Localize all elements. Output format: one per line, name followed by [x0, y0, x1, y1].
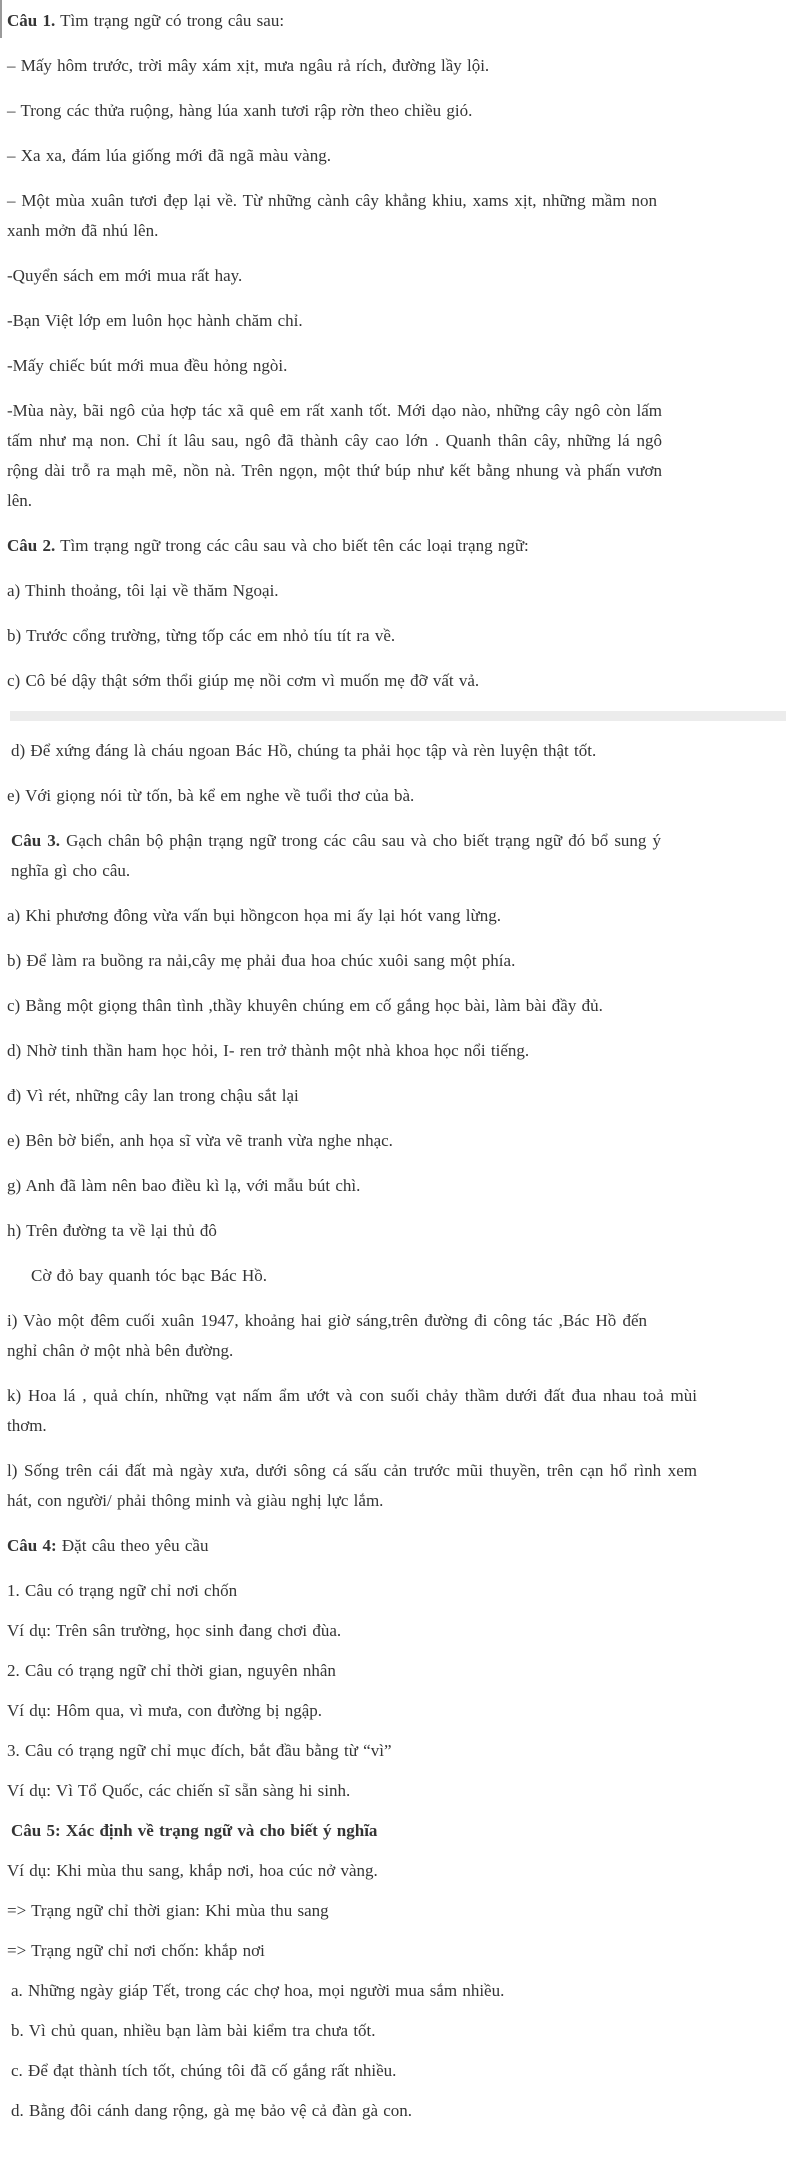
- question-text: Gạch chân bộ phận trạng ngữ trong các câu sau và cho biết trạng ngữ đó bổ sung ý nghĩa gì cho câu.: [11, 831, 661, 880]
- paragraph: c) Cô bé dậy thật sớm thổi giúp mẹ nồi cơm vì muốn mẹ đỡ vất vả.: [7, 671, 480, 690]
- question-text: Tìm trạng ngữ trong các câu sau và cho biết tên các loại trạng ngữ:: [55, 536, 529, 555]
- paragraph: i) Vào một đêm cuối xuân 1947, khoảng hai giờ sáng,trên đường đi công tác ,Bác Hồ đến nghỉ chân ở một nhà bên đường.: [7, 1311, 647, 1360]
- paragraph: Ví dụ: Vì Tổ Quốc, các chiến sĩ sẵn sàng hi sinh.: [7, 1781, 351, 1800]
- paragraph: c) Bằng một giọng thân tình ,thầy khuyên chúng em cố gắng học bài, làm bài đầy đủ.: [7, 996, 603, 1015]
- paragraph: 2. Câu có trạng ngữ chỉ thời gian, nguyên nhân: [7, 1661, 336, 1680]
- highlight-bar: [10, 711, 786, 721]
- paragraph: Cờ đỏ bay quanh tóc bạc Bác Hồ.: [31, 1266, 267, 1285]
- paragraph: -Bạn Việt lớp em luôn học hành chăm chỉ.: [7, 311, 303, 330]
- paragraph: k) Hoa lá , quả chín, những vạt nấm ẩm ướt và con suối chảy thầm dưới đất đua nhau toả mùi thơm.: [7, 1386, 697, 1435]
- paragraph: 3. Câu có trạng ngữ chỉ mục đích, bắt đầu bằng từ “vì”: [7, 1741, 392, 1760]
- paragraph: d) Nhờ tinh thần ham học hỏi, I- ren trở thành một nhà khoa học nổi tiếng.: [7, 1041, 530, 1060]
- question-number: Câu 2.: [7, 536, 56, 555]
- paragraph: c. Để đạt thành tích tốt, chúng tôi đã cố gắng rất nhiều.: [11, 2061, 397, 2080]
- paragraph: => Trạng ngữ chỉ nơi chốn: khắp nơi: [7, 1941, 265, 1960]
- paragraph: Ví dụ: Trên sân trường, học sinh đang chơi đùa.: [7, 1621, 342, 1640]
- paragraph: l) Sống trên cái đất mà ngày xưa, dưới sông cá sấu cản trước mũi thuyền, trên cạn hổ rình xem hát, con người/ phải thông minh và giàu nghị lực lắm.: [7, 1461, 697, 1510]
- question-heading: [7, 6, 792, 36]
- paragraph: -Quyển sách em mới mua rất hay.: [7, 266, 243, 285]
- paragraph: e) Bên bờ biển, anh họa sĩ vừa vẽ tranh vừa nghe nhạc.: [7, 1131, 393, 1150]
- paragraph: d. Bằng đôi cánh dang rộng, gà mẹ bảo vệ cả đàn gà con.: [11, 2101, 413, 2120]
- question-number: Câu 4:: [7, 1536, 57, 1555]
- question-number: Câu 3.: [11, 831, 61, 850]
- paragraph: b. Vì chủ quan, nhiều bạn làm bài kiểm tra chưa tốt.: [11, 2021, 376, 2040]
- paragraph: b) Để làm ra buồng ra nải,cây mẹ phải đua hoa chúc xuôi sang một phía.: [7, 951, 516, 970]
- paragraph: a. Những ngày giáp Tết, trong các chợ hoa, mọi người mua sắm nhiều.: [11, 1981, 505, 2000]
- paragraph: b) Trước cổng trường, từng tốp các em nhỏ tíu tít ra về.: [7, 626, 396, 645]
- question-text: Đặt câu theo yêu cầu: [56, 1536, 209, 1555]
- paragraph: đ) Vì rét, những cây lan trong chậu sắt lại: [7, 1086, 299, 1105]
- paragraph: – Trong các thửa ruộng, hàng lúa xanh tươi rập rờn theo chiều gió.: [7, 101, 473, 120]
- question-number: Câu 1.: [7, 11, 56, 30]
- question-heading: [7, 826, 661, 886]
- paragraph: Ví dụ: Khi mùa thu sang, khắp nơi, hoa cúc nở vàng.: [7, 1861, 378, 1880]
- paragraph: g) Anh đã làm nên bao điều kì lạ, với mẫu bút chì.: [7, 1176, 361, 1195]
- page-edge-artifact: [0, 0, 2, 38]
- paragraph: -Mùa này, bãi ngô của hợp tác xã quê em rất xanh tốt. Mới dạo nào, những cây ngô còn lấm tấm như mạ non. Chỉ ít lâu sau, ngô đã thành cây cao lớn . Quanh thân cây, những lá ngô rộng dài trỗ ra mạh mẽ, nồn nà. Trên ngọn, một thứ búp như kết bằng nhung và phấn vươn lên.: [7, 401, 662, 510]
- question-heading: [7, 1531, 792, 1561]
- paragraph: a) Khi phương đông vừa vấn bụi hồngcon họa mi ấy lại hót vang lừng.: [7, 906, 501, 925]
- paragraph: e) Với giọng nói từ tốn, bà kể em nghe về tuổi thơ của bà.: [7, 786, 415, 805]
- paragraph: – Một mùa xuân tươi đẹp lại về. Từ những cành cây khẳng khiu, xams xịt, những mầm non xanh mởn đã nhú lên.: [7, 191, 657, 240]
- paragraph: Ví dụ: Hôm qua, vì mưa, con đường bị ngập.: [7, 1701, 322, 1720]
- paragraph: => Trạng ngữ chỉ thời gian: Khi mùa thu sang: [7, 1901, 329, 1920]
- question-heading: Câu 5: Xác định về trạng ngữ và cho biết ý nghĩa: [11, 1821, 378, 1840]
- question-text: Tìm trạng ngữ có trong câu sau:: [55, 11, 285, 30]
- paragraph: h) Trên đường ta về lại thủ đô: [7, 1221, 217, 1240]
- paragraph: 1. Câu có trạng ngữ chỉ nơi chốn: [7, 1581, 238, 1600]
- paragraph: a) Thinh thoảng, tôi lại về thăm Ngoại.: [7, 581, 279, 600]
- worksheet-document: [7, 6, 792, 2126]
- paragraph: -Mấy chiếc bút mới mua đều hỏng ngòi.: [7, 356, 288, 375]
- question-heading: [7, 531, 792, 561]
- paragraph: – Mấy hôm trước, trời mây xám xịt, mưa ngâu rả rích, đường lầy lội.: [7, 56, 490, 75]
- paragraph: – Xa xa, đám lúa giống mới đã ngã màu vàng.: [7, 146, 331, 165]
- paragraph: d) Để xứng đáng là cháu ngoan Bác Hồ, chúng ta phải học tập và rèn luyện thật tốt.: [11, 741, 597, 760]
